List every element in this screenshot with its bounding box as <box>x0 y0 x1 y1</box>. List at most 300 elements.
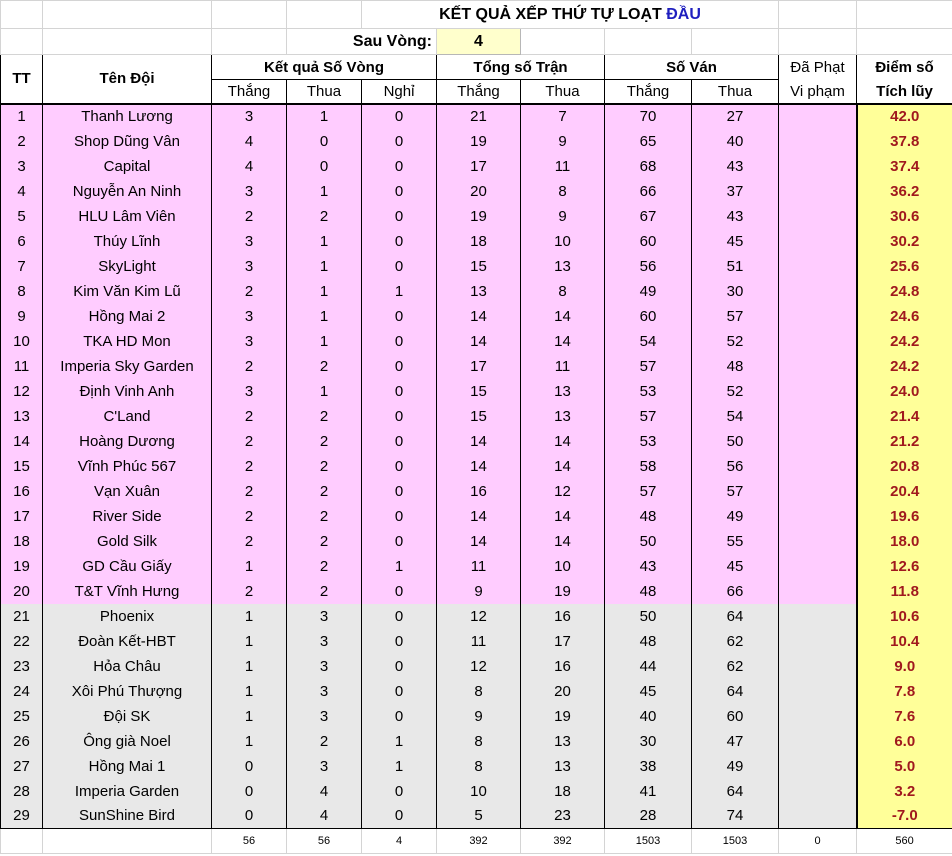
matches-won-cell: 21 <box>437 104 521 129</box>
penalty-cell <box>779 654 857 679</box>
rank-cell: 1 <box>1 104 43 129</box>
table-row <box>1 779 952 804</box>
round-label: Sau Vòng: <box>287 29 437 55</box>
table-row <box>1 579 952 604</box>
games-won-cell: 28 <box>605 804 692 829</box>
rounds-rest-cell: 0 <box>362 454 437 479</box>
total-gw-cell: 1503 <box>605 829 692 854</box>
matches-lost-cell: 10 <box>521 554 605 579</box>
games-lost-cell: 45 <box>692 229 779 254</box>
rank-cell: 25 <box>1 704 43 729</box>
table-row <box>1 129 952 154</box>
table-row <box>1 604 952 629</box>
penalty-cell <box>779 229 857 254</box>
rounds-lost-cell: 2 <box>287 429 362 454</box>
rounds-won-cell: 2 <box>212 504 287 529</box>
rank-cell: 3 <box>1 154 43 179</box>
rounds-lost-cell: 0 <box>287 129 362 154</box>
team-name-cell: Thanh Lương <box>43 104 212 129</box>
games-won-cell: 48 <box>605 629 692 654</box>
table-row <box>1 304 952 329</box>
games-won-cell: 50 <box>605 604 692 629</box>
points-cell: 11.8 <box>857 579 952 604</box>
rounds-lost-cell: 2 <box>287 504 362 529</box>
blank-cell <box>605 29 692 55</box>
team-name-cell: Phoenix <box>43 604 212 629</box>
rounds-won-cell: 2 <box>212 204 287 229</box>
penalty-cell <box>779 579 857 604</box>
header-points-top: Điểm số <box>857 55 952 80</box>
rounds-rest-cell: 0 <box>362 629 437 654</box>
rounds-rest-cell: 1 <box>362 554 437 579</box>
games-won-cell: 70 <box>605 104 692 129</box>
penalty-cell <box>779 704 857 729</box>
rank-cell: 26 <box>1 729 43 754</box>
rounds-lost-cell: 2 <box>287 729 362 754</box>
points-cell: 10.4 <box>857 629 952 654</box>
points-cell: 21.2 <box>857 429 952 454</box>
header-round-lose: Thua <box>287 80 362 104</box>
games-lost-cell: 30 <box>692 279 779 304</box>
matches-lost-cell: 20 <box>521 679 605 704</box>
matches-won-cell: 20 <box>437 179 521 204</box>
games-won-cell: 60 <box>605 304 692 329</box>
rounds-won-cell: 3 <box>212 379 287 404</box>
games-lost-cell: 74 <box>692 804 779 829</box>
rounds-won-cell: 2 <box>212 579 287 604</box>
header-round-win: Thắng <box>212 80 287 104</box>
rank-cell: 14 <box>1 429 43 454</box>
table-row <box>1 454 952 479</box>
points-cell: 12.6 <box>857 554 952 579</box>
team-name-cell: SkyLight <box>43 254 212 279</box>
rounds-lost-cell: 1 <box>287 229 362 254</box>
rounds-rest-cell: 1 <box>362 754 437 779</box>
table-row <box>1 279 952 304</box>
games-won-cell: 49 <box>605 279 692 304</box>
rank-cell: 18 <box>1 529 43 554</box>
points-cell: 9.0 <box>857 654 952 679</box>
blank-cell <box>43 1 212 29</box>
rounds-lost-cell: 1 <box>287 254 362 279</box>
team-name-cell: Hỏa Châu <box>43 654 212 679</box>
header-team: Tên Đội <box>43 55 212 104</box>
blank-cell <box>212 1 287 29</box>
matches-lost-cell: 14 <box>521 454 605 479</box>
games-won-cell: 48 <box>605 504 692 529</box>
matches-won-cell: 14 <box>437 329 521 354</box>
blank-cell <box>692 29 779 55</box>
rounds-won-cell: 2 <box>212 479 287 504</box>
points-cell: 24.8 <box>857 279 952 304</box>
rank-cell: 24 <box>1 679 43 704</box>
total-pts-cell: 560 <box>857 829 952 854</box>
rounds-lost-cell: 2 <box>287 529 362 554</box>
matches-won-cell: 8 <box>437 754 521 779</box>
points-cell: 36.2 <box>857 179 952 204</box>
round-value[interactable]: 4 <box>437 29 521 55</box>
penalty-cell <box>779 204 857 229</box>
matches-won-cell: 14 <box>437 429 521 454</box>
matches-lost-cell: 17 <box>521 629 605 654</box>
rounds-won-cell: 1 <box>212 604 287 629</box>
rank-cell: 12 <box>1 379 43 404</box>
rounds-rest-cell: 0 <box>362 704 437 729</box>
matches-lost-cell: 14 <box>521 529 605 554</box>
matches-lost-cell: 8 <box>521 179 605 204</box>
games-lost-cell: 57 <box>692 479 779 504</box>
points-cell: 25.6 <box>857 254 952 279</box>
points-cell: 24.0 <box>857 379 952 404</box>
table-row <box>1 429 952 454</box>
games-lost-cell: 64 <box>692 779 779 804</box>
games-won-cell: 53 <box>605 429 692 454</box>
points-cell: 7.6 <box>857 704 952 729</box>
matches-won-cell: 19 <box>437 204 521 229</box>
rank-cell: 28 <box>1 779 43 804</box>
penalty-cell <box>779 179 857 204</box>
rounds-rest-cell: 0 <box>362 804 437 829</box>
games-lost-cell: 40 <box>692 129 779 154</box>
blank-cell <box>857 29 952 55</box>
games-won-cell: 40 <box>605 704 692 729</box>
total-rl-cell: 56 <box>287 829 362 854</box>
rounds-won-cell: 1 <box>212 554 287 579</box>
games-won-cell: 54 <box>605 329 692 354</box>
games-won-cell: 66 <box>605 179 692 204</box>
matches-lost-cell: 11 <box>521 354 605 379</box>
points-cell: 24.2 <box>857 354 952 379</box>
games-lost-cell: 52 <box>692 329 779 354</box>
team-name-cell: Định Vinh Anh <box>43 379 212 404</box>
rounds-rest-cell: 0 <box>362 379 437 404</box>
total-ml-cell: 392 <box>521 829 605 854</box>
rounds-rest-cell: 0 <box>362 529 437 554</box>
header-match-win: Thắng <box>437 80 521 104</box>
rounds-lost-cell: 2 <box>287 479 362 504</box>
rounds-lost-cell: 3 <box>287 629 362 654</box>
points-cell: 42.0 <box>857 104 952 129</box>
blank-cell <box>779 29 857 55</box>
rounds-won-cell: 0 <box>212 804 287 829</box>
rounds-won-cell: 1 <box>212 629 287 654</box>
games-lost-cell: 57 <box>692 304 779 329</box>
header-points-bottom: Tích lũy <box>857 80 952 104</box>
total-rr-cell: 4 <box>362 829 437 854</box>
blank-cell <box>857 1 952 29</box>
rank-cell: 10 <box>1 329 43 354</box>
matches-lost-cell: 16 <box>521 654 605 679</box>
rank-cell: 11 <box>1 354 43 379</box>
rank-cell: 4 <box>1 179 43 204</box>
blank-cell <box>779 1 857 29</box>
rounds-lost-cell: 4 <box>287 804 362 829</box>
rounds-lost-cell: 2 <box>287 454 362 479</box>
table-row <box>1 404 952 429</box>
matches-lost-cell: 11 <box>521 154 605 179</box>
page-title <box>362 1 779 29</box>
penalty-cell <box>779 679 857 704</box>
matches-won-cell: 11 <box>437 554 521 579</box>
points-cell: -7.0 <box>857 804 952 829</box>
rounds-won-cell: 2 <box>212 354 287 379</box>
rounds-rest-cell: 0 <box>362 504 437 529</box>
games-lost-cell: 43 <box>692 154 779 179</box>
rounds-won-cell: 3 <box>212 254 287 279</box>
penalty-cell <box>779 104 857 129</box>
matches-lost-cell: 14 <box>521 329 605 354</box>
matches-won-cell: 5 <box>437 804 521 829</box>
title-highlight: ĐẦU <box>666 5 701 23</box>
header-games-group: Số Ván <box>605 55 779 80</box>
table-row <box>1 704 952 729</box>
rounds-won-cell: 2 <box>212 429 287 454</box>
rounds-won-cell: 2 <box>212 404 287 429</box>
table-row <box>1 679 952 704</box>
rank-cell: 21 <box>1 604 43 629</box>
team-name-cell: T&T Vĩnh Hưng <box>43 579 212 604</box>
title-prefix: KẾT QUẢ XẾP THỨ TỰ LOẠT <box>439 5 662 23</box>
team-name-cell: C'Land <box>43 404 212 429</box>
table-row <box>1 204 952 229</box>
rounds-rest-cell: 0 <box>362 179 437 204</box>
penalty-cell <box>779 804 857 829</box>
matches-won-cell: 14 <box>437 454 521 479</box>
matches-lost-cell: 19 <box>521 704 605 729</box>
rank-cell: 19 <box>1 554 43 579</box>
games-lost-cell: 50 <box>692 429 779 454</box>
header-round-rest: Nghỉ <box>362 80 437 104</box>
matches-lost-cell: 9 <box>521 204 605 229</box>
total-gl-cell: 1503 <box>692 829 779 854</box>
matches-won-cell: 13 <box>437 279 521 304</box>
total-mw-cell: 392 <box>437 829 521 854</box>
table-row <box>1 254 952 279</box>
penalty-cell <box>779 479 857 504</box>
games-won-cell: 45 <box>605 679 692 704</box>
rounds-rest-cell: 0 <box>362 229 437 254</box>
rounds-rest-cell: 1 <box>362 279 437 304</box>
rounds-won-cell: 2 <box>212 529 287 554</box>
blank-cell <box>43 29 212 55</box>
matches-lost-cell: 13 <box>521 404 605 429</box>
games-lost-cell: 60 <box>692 704 779 729</box>
matches-won-cell: 19 <box>437 129 521 154</box>
team-name-cell: GD Cầu Giấy <box>43 554 212 579</box>
table-row <box>1 379 952 404</box>
games-won-cell: 30 <box>605 729 692 754</box>
team-name-cell: Imperia Sky Garden <box>43 354 212 379</box>
penalty-cell <box>779 754 857 779</box>
blank-cell <box>212 29 287 55</box>
games-won-cell: 58 <box>605 454 692 479</box>
matches-won-cell: 16 <box>437 479 521 504</box>
rounds-rest-cell: 0 <box>362 354 437 379</box>
penalty-cell <box>779 279 857 304</box>
rounds-lost-cell: 3 <box>287 704 362 729</box>
rounds-lost-cell: 1 <box>287 329 362 354</box>
penalty-cell <box>779 504 857 529</box>
rounds-won-cell: 4 <box>212 129 287 154</box>
games-won-cell: 68 <box>605 154 692 179</box>
games-won-cell: 53 <box>605 379 692 404</box>
team-name-cell: Đoàn Kết-HBT <box>43 629 212 654</box>
rank-cell: 9 <box>1 304 43 329</box>
table-row <box>1 654 952 679</box>
team-name-cell: HLU Lâm Viên <box>43 204 212 229</box>
rounds-won-cell: 4 <box>212 154 287 179</box>
matches-won-cell: 15 <box>437 404 521 429</box>
games-lost-cell: 66 <box>692 579 779 604</box>
games-lost-cell: 62 <box>692 654 779 679</box>
penalty-cell <box>779 354 857 379</box>
points-cell: 5.0 <box>857 754 952 779</box>
blank-cell <box>1 29 43 55</box>
table-row <box>1 504 952 529</box>
header-game-win: Thắng <box>605 80 692 104</box>
games-lost-cell: 49 <box>692 754 779 779</box>
rounds-lost-cell: 2 <box>287 404 362 429</box>
team-name-cell: Imperia Garden <box>43 779 212 804</box>
table-row <box>1 329 952 354</box>
rounds-lost-cell: 2 <box>287 579 362 604</box>
matches-won-cell: 14 <box>437 504 521 529</box>
games-lost-cell: 56 <box>692 454 779 479</box>
points-cell: 24.2 <box>857 329 952 354</box>
team-name-cell: TKA HD Mon <box>43 329 212 354</box>
points-cell: 37.8 <box>857 129 952 154</box>
matches-lost-cell: 13 <box>521 754 605 779</box>
rounds-won-cell: 3 <box>212 304 287 329</box>
team-name-cell: Shop Dũng Vân <box>43 129 212 154</box>
table-row <box>1 529 952 554</box>
points-cell: 7.8 <box>857 679 952 704</box>
rounds-won-cell: 1 <box>212 679 287 704</box>
penalty-cell <box>779 404 857 429</box>
blank-cell <box>43 829 212 854</box>
rounds-won-cell: 1 <box>212 654 287 679</box>
matches-won-cell: 12 <box>437 604 521 629</box>
matches-lost-cell: 12 <box>521 479 605 504</box>
games-won-cell: 67 <box>605 204 692 229</box>
points-cell: 6.0 <box>857 729 952 754</box>
matches-lost-cell: 13 <box>521 729 605 754</box>
games-won-cell: 65 <box>605 129 692 154</box>
matches-lost-cell: 8 <box>521 279 605 304</box>
matches-won-cell: 15 <box>437 254 521 279</box>
team-name-cell: Gold Silk <box>43 529 212 554</box>
games-lost-cell: 43 <box>692 204 779 229</box>
games-lost-cell: 55 <box>692 529 779 554</box>
points-cell: 20.8 <box>857 454 952 479</box>
table-row <box>1 229 952 254</box>
matches-won-cell: 9 <box>437 704 521 729</box>
team-name-cell: Hoàng Dương <box>43 429 212 454</box>
points-cell: 3.2 <box>857 779 952 804</box>
matches-lost-cell: 16 <box>521 604 605 629</box>
blank-cell <box>1 829 43 854</box>
rounds-lost-cell: 2 <box>287 354 362 379</box>
games-won-cell: 60 <box>605 229 692 254</box>
games-won-cell: 56 <box>605 254 692 279</box>
rounds-rest-cell: 0 <box>362 579 437 604</box>
blank-cell <box>287 1 362 29</box>
blank-cell <box>1 1 43 29</box>
header-game-lose: Thua <box>692 80 779 104</box>
rounds-won-cell: 2 <box>212 454 287 479</box>
matches-lost-cell: 9 <box>521 129 605 154</box>
header-penalty-top: Đã Phạt <box>779 55 857 80</box>
rounds-won-cell: 2 <box>212 279 287 304</box>
rounds-rest-cell: 0 <box>362 129 437 154</box>
rounds-lost-cell: 2 <box>287 554 362 579</box>
games-won-cell: 38 <box>605 754 692 779</box>
matches-won-cell: 11 <box>437 629 521 654</box>
rounds-lost-cell: 0 <box>287 154 362 179</box>
games-lost-cell: 54 <box>692 404 779 429</box>
points-cell: 19.6 <box>857 504 952 529</box>
games-won-cell: 57 <box>605 479 692 504</box>
rank-cell: 27 <box>1 754 43 779</box>
total-pen-cell: 0 <box>779 829 857 854</box>
points-cell: 21.4 <box>857 404 952 429</box>
penalty-cell <box>779 254 857 279</box>
matches-won-cell: 14 <box>437 304 521 329</box>
rounds-won-cell: 1 <box>212 729 287 754</box>
penalty-cell <box>779 529 857 554</box>
blank-cell <box>521 29 605 55</box>
rounds-rest-cell: 0 <box>362 404 437 429</box>
team-name-cell: Kim Văn Kim Lũ <box>43 279 212 304</box>
games-won-cell: 44 <box>605 654 692 679</box>
rank-cell: 2 <box>1 129 43 154</box>
rounds-won-cell: 0 <box>212 754 287 779</box>
matches-lost-cell: 23 <box>521 804 605 829</box>
rounds-rest-cell: 0 <box>362 304 437 329</box>
points-cell: 24.6 <box>857 304 952 329</box>
rounds-rest-cell: 0 <box>362 204 437 229</box>
team-name-cell: Thúy Lĩnh <box>43 229 212 254</box>
points-cell: 18.0 <box>857 529 952 554</box>
games-lost-cell: 37 <box>692 179 779 204</box>
rank-cell: 13 <box>1 404 43 429</box>
rounds-won-cell: 3 <box>212 329 287 354</box>
table-row <box>1 354 952 379</box>
rounds-rest-cell: 0 <box>362 154 437 179</box>
rank-cell: 16 <box>1 479 43 504</box>
penalty-cell <box>779 454 857 479</box>
games-won-cell: 50 <box>605 529 692 554</box>
penalty-cell <box>779 729 857 754</box>
points-cell: 37.4 <box>857 154 952 179</box>
matches-won-cell: 9 <box>437 579 521 604</box>
penalty-cell <box>779 604 857 629</box>
games-lost-cell: 45 <box>692 554 779 579</box>
matches-won-cell: 15 <box>437 379 521 404</box>
penalty-cell <box>779 154 857 179</box>
rounds-lost-cell: 3 <box>287 654 362 679</box>
rounds-lost-cell: 1 <box>287 379 362 404</box>
header-match-lose: Thua <box>521 80 605 104</box>
team-name-cell: Đội SK <box>43 704 212 729</box>
rounds-won-cell: 0 <box>212 779 287 804</box>
table-row <box>1 629 952 654</box>
games-lost-cell: 27 <box>692 104 779 129</box>
rank-cell: 17 <box>1 504 43 529</box>
rounds-won-cell: 1 <box>212 704 287 729</box>
rank-cell: 7 <box>1 254 43 279</box>
games-lost-cell: 64 <box>692 679 779 704</box>
